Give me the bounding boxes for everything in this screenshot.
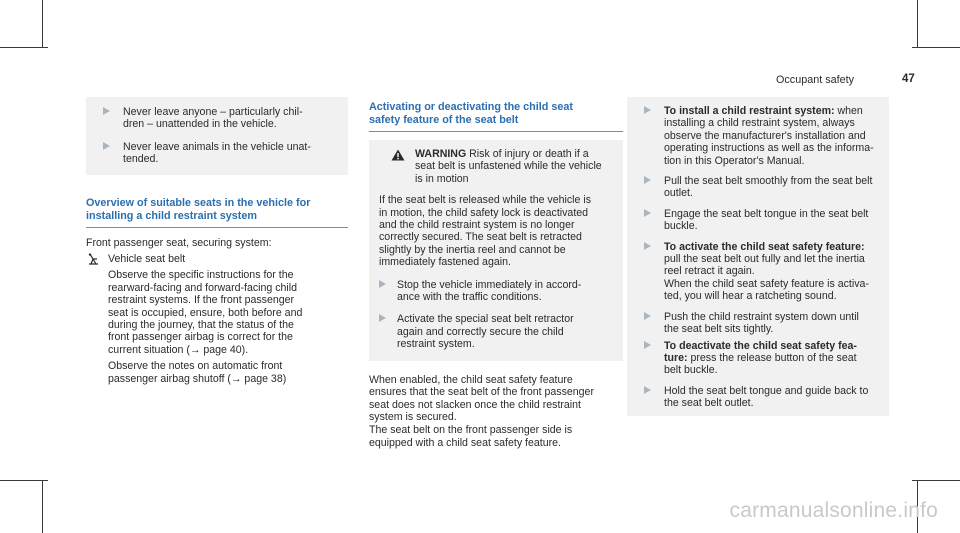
paragraph: The seat belt on the front passenger side is equipped with a child seat safety feature. [369,424,573,449]
list-item [637,241,879,303]
arrow-icon [644,176,651,184]
item-text: Pull the seat belt smoothly from the seat belt outlet. [664,175,873,200]
crop-mark [0,480,48,481]
list-item [637,311,879,336]
warning-label: WARNING [415,148,467,160]
watermark: carmanualsonline.info [729,499,938,522]
warning-header [379,148,613,185]
item-bold: To install a child restraint system: [664,105,835,117]
list-item [96,106,338,131]
item-text: Engage the seat belt tongue in the seat belt buckle. [664,207,869,233]
warning-body: If the seat belt is released while the vehicle is in motion, the child safety lock is deactivated and the child restraint system is no longer correctly secured. The seat belt is retracted slightly by the inertia reel and cannot be immediately fastened again. [379,194,591,269]
item-bold: To activate the child seat safety feature: [664,240,865,253]
item-text: press the release button of the seat belt buckle. [664,351,857,377]
crop-mark [42,480,43,533]
item-text: Never leave animals in the vehicle unat- tended. [123,140,311,166]
arrow-icon [644,312,651,320]
arrow-icon [103,142,110,150]
list-item [637,385,879,410]
list-item [637,105,879,167]
section-heading: Activating or deactivating the child seat safety feature of the seat belt [369,101,623,132]
column-middle [369,101,623,449]
item-text: pull the seat belt out fully and let the inertia reel retract it again. When the child seat safety feature is activa- ted, you will hear a ratcheting sound. [664,253,869,303]
arrow-icon [103,107,110,115]
arrow-icon [644,341,651,349]
crop-mark [912,480,960,481]
list-item [637,208,879,233]
arrow-icon [379,314,386,322]
list-item [96,141,338,166]
seat-label: Vehicle seat belt [108,253,186,266]
crop-mark [42,0,43,48]
bullet-box [86,97,348,175]
section-heading: Overview of suitable seats in the vehicle for installing a child restraint system [86,197,348,228]
paragraph: Observe the notes on automatic front passenger airbag shutoff (→ page 38) [108,360,287,385]
column-left [86,97,348,385]
list-item [379,279,613,304]
item-text: when installing a child restraint system, always observe the manufacturer's installation and operating instructions as well as the informa- tion in this Operator's Manual. [664,105,874,167]
warning-text: Risk of injury or death if a seat belt is unfastened while the vehicle is in motion [415,148,602,185]
crop-mark [0,47,48,48]
item-text: Push the child restraint system down until the seat belt sits tightly. [664,310,859,336]
intro-text: Front passenger seat, securing system: [86,236,272,249]
child-seat-icon [86,253,100,268]
warning-icon [391,149,405,161]
item-text: Never leave anyone – particularly chil- dren – unattended in the vehicle. [123,106,303,131]
arrow-icon [379,280,386,288]
item-bold: To deactivate the child seat safety fea- ture: [664,339,857,364]
arrow-icon [644,386,651,394]
paragraph: When enabled, the child seat safety feature ensures that the seat belt of the front passenger seat does not slacken once the child restraint system is secured. [369,373,594,423]
arrow-icon [644,242,651,250]
item-text: Hold the seat belt tongue and guide back to the seat belt outlet. [664,384,869,410]
list-item [379,313,613,350]
warning-box [369,140,623,361]
column-right [627,97,889,416]
arrow-icon [644,106,651,114]
page-number: 47 [902,73,915,85]
item-text: Stop the vehicle immediately in accord- ance with the traffic conditions. [397,278,582,304]
arrow-icon [644,209,651,217]
paragraph: Observe the specific instructions for the rearward-facing and forward-facing child restraint systems. If the front passenger seat is occupied, ensure, both before and during the journey, that the status of the front passenger airbag is correct for the current situation (→ page 40). [108,269,303,356]
crop-mark [912,47,960,48]
seat-row [86,253,348,265]
item-text: Activate the special seat belt retractor again and correctly secure the child restraint system. [397,313,574,351]
section-title: Occupant safety [776,74,855,86]
list-item [637,340,879,377]
list-item [637,175,879,200]
crop-mark [917,0,918,48]
bullet-box [627,97,889,416]
